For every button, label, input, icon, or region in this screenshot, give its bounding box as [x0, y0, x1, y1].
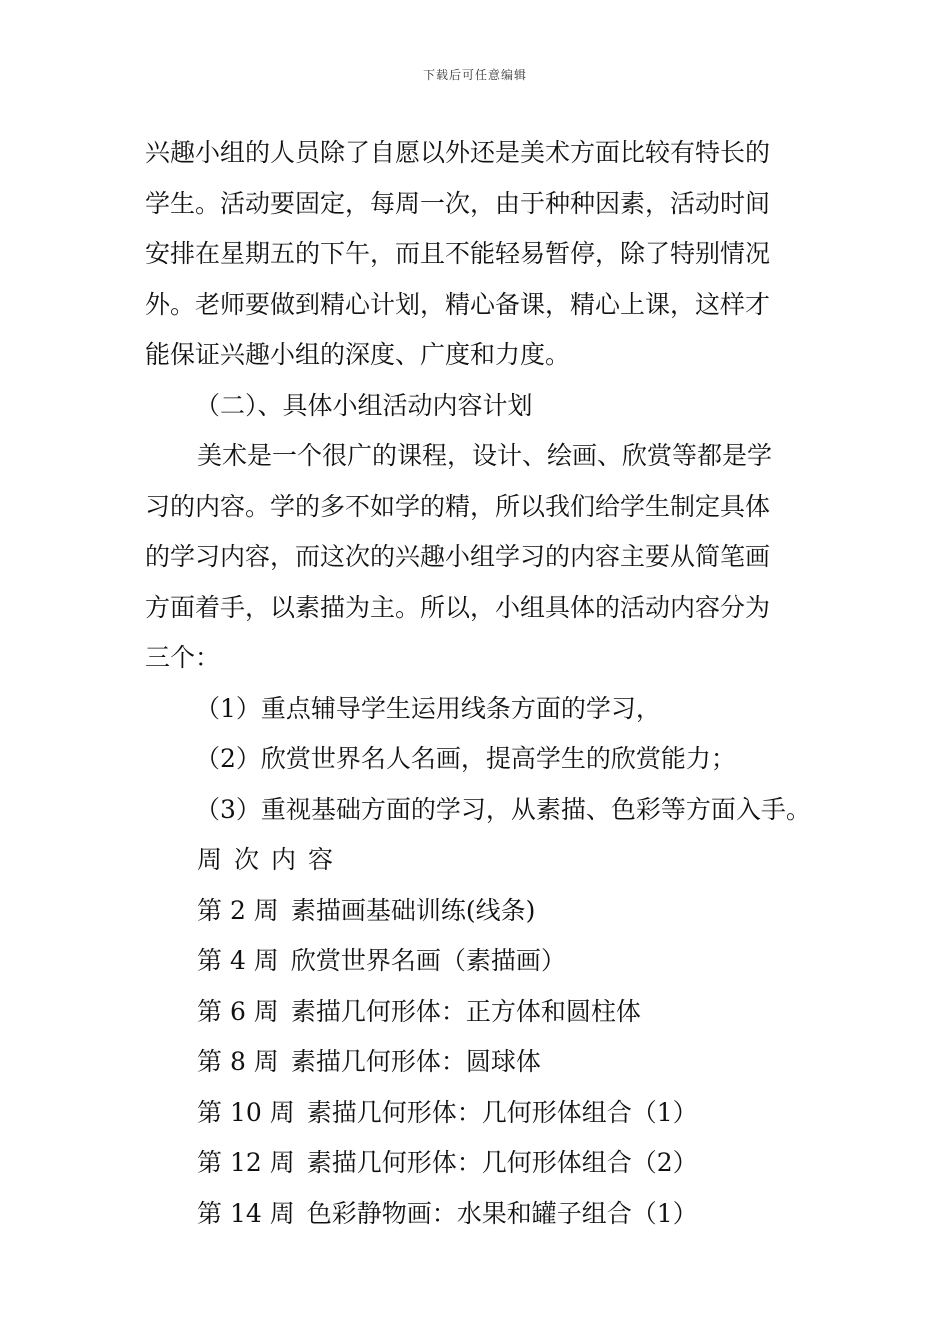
paragraph-line: 外。老师要做到精心计划，精心备课，精心上课，这样才: [145, 289, 771, 319]
page-header: 下载后可任意编辑: [422, 68, 527, 82]
item-list: [145, 684, 810, 836]
paragraph-line: 的学习内容，而这次的兴趣小组学习的内容主要从简笔画: [145, 542, 771, 571]
schedule-header: 周次内容: [197, 845, 346, 874]
paragraph-line: 美术是一个很广的课程，设计、绘画、欣赏等都是学: [197, 441, 773, 470]
schedule-row: [145, 1138, 810, 1189]
schedule-week: 第 8 周: [197, 1047, 279, 1076]
schedule-week: 第 6 周: [197, 996, 279, 1026]
schedule-row: [145, 936, 810, 987]
list-item: （2）欣赏世界名人名画，提高学生的欣赏能力；: [195, 744, 736, 773]
paragraph-line: 习的内容。学的多不如学的精，所以我们给学生制定具体: [145, 491, 771, 521]
schedule-week: 第 12 周: [197, 1148, 295, 1177]
paragraph-1: [145, 128, 810, 381]
schedule-content: 欣赏世界名画（素描画）: [290, 946, 566, 975]
schedule-week: 第 2 周: [197, 895, 279, 925]
schedule-table: [145, 835, 810, 1239]
schedule-row: [145, 886, 810, 937]
schedule-content: 色彩静物画：水果和罐子组合（1）: [306, 1198, 698, 1228]
schedule-week: 第 10 周: [197, 1097, 295, 1127]
schedule-week: 第 14 周: [197, 1198, 295, 1228]
schedule-row: [145, 1037, 810, 1088]
schedule-content: 素描几何形体：正方体和圆柱体: [290, 996, 641, 1026]
section-heading: （二）、具体小组活动内容计划: [195, 390, 533, 420]
schedule-week: 第 4 周: [197, 946, 279, 975]
schedule-row: [145, 1189, 810, 1240]
paragraph-line: 方面着手，以素描为主。所以，小组具体的活动内容分为: [145, 592, 771, 622]
list-item: （1）重点辅导学生运用线条方面的学习，: [195, 693, 661, 723]
paragraph-line: 学生。活动要固定，每周一次，由于种种因素，活动时间: [145, 188, 771, 218]
schedule-row: [145, 987, 810, 1038]
paragraph-line: 安排在星期五的下午，而且不能轻易暂停，除了特别情况: [145, 239, 771, 268]
paragraph-line: 兴趣小组的人员除了自愿以外还是美术方面比较有特长的: [145, 138, 771, 167]
schedule-row: [145, 1088, 810, 1139]
schedule-content: 素描几何形体：几何形体组合（2）: [306, 1148, 698, 1177]
list-item: （3）重视基础方面的学习，从素描、色彩等方面入手。: [195, 794, 811, 824]
paragraph-line: 能保证兴趣小组的深度、广度和力度。: [145, 340, 571, 369]
schedule-content: 素描几何形体：几何形体组合（1）: [306, 1097, 698, 1127]
schedule-content: 素描几何形体：圆球体: [290, 1047, 541, 1076]
document-body: [145, 128, 810, 1239]
paragraph-line: 三个：: [145, 643, 221, 672]
paragraph-2: [145, 431, 810, 684]
schedule-content: 素描画基础训练(线条): [290, 895, 536, 925]
